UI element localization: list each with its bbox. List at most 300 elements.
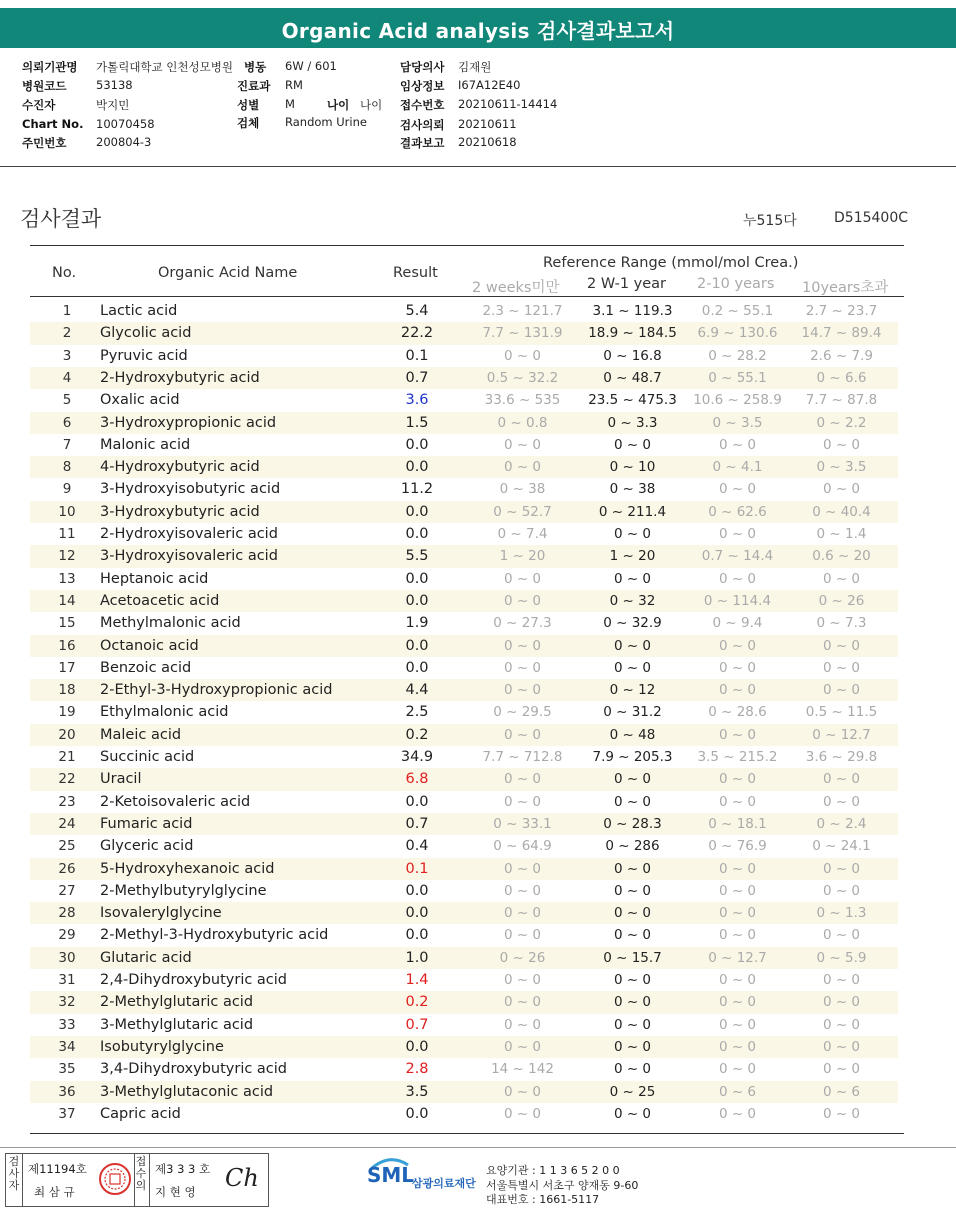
acid-name: 3-Hydroxyisobutyric acid <box>100 481 281 498</box>
header-divider <box>0 166 956 167</box>
ref-range-2-10years: 0 ~ 114.4 <box>703 592 772 609</box>
result-value: 1.5 <box>405 414 429 431</box>
acid-name: Capric acid <box>100 1105 181 1122</box>
ref-range-2-10years: 0 ~ 0 <box>718 1016 757 1033</box>
result-value: 0.0 <box>405 637 429 654</box>
ref-range-10years-plus: 0 ~ 0 <box>822 860 861 877</box>
result-value: 0.0 <box>405 526 429 542</box>
table-row <box>30 523 898 545</box>
ref-range-2w-1year: 3.1 ~ 119.3 <box>592 303 673 319</box>
report-date-value: 20210618 <box>458 135 517 149</box>
ref-range-2weeks: 0 ~ 26 <box>499 949 546 966</box>
ref-range-2w-1year: 0 ~ 0 <box>613 637 652 654</box>
ref-range-2-10years: 0 ~ 0 <box>718 882 757 899</box>
ref-range-2w-1year: 0 ~ 10 <box>609 459 656 476</box>
acid-name: 2-Hydroxybutyric acid <box>100 369 260 386</box>
ref-range-2weeks: 0 ~ 0 <box>503 459 542 476</box>
result-value: 5.5 <box>405 548 429 565</box>
approver-license: 제3 3 3 호 <box>155 1162 211 1176</box>
result-value: 5.4 <box>405 303 429 319</box>
ref-range-10years-plus: 0 ~ 0 <box>822 659 861 676</box>
table-row <box>30 835 898 857</box>
ref-range-2w-1year: 0 ~ 0 <box>613 659 652 676</box>
acid-name: Lactic acid <box>100 303 178 319</box>
age-group-3: 10years초과 <box>802 280 889 296</box>
acid-name: 3,4-Dihydroxybutyric acid <box>100 1061 288 1078</box>
row-number: 16 <box>58 637 76 654</box>
acid-name: Uracil <box>100 771 142 788</box>
result-value: 0.0 <box>405 570 429 587</box>
row-number: 10 <box>58 503 76 520</box>
acid-name: Methylmalonic acid <box>100 615 241 632</box>
row-number: 4 <box>62 369 72 386</box>
ref-range-2-10years: 0 ~ 28.6 <box>708 704 767 721</box>
ref-range-10years-plus: 0 ~ 2.4 <box>816 815 867 832</box>
ref-range-2w-1year: 0 ~ 25 <box>609 1083 656 1100</box>
chart-no-value: 10070458 <box>96 117 155 131</box>
ref-range-10years-plus: 0 ~ 6 <box>822 1083 861 1100</box>
sml-foundation-name: 삼광의료재단 <box>412 1177 476 1190</box>
acid-name: Malonic acid <box>100 436 191 453</box>
result-value: 0.0 <box>405 1038 429 1055</box>
result-value: 1.4 <box>405 972 429 988</box>
ref-range-2-10years: 0 ~ 0 <box>718 771 757 788</box>
ref-range-10years-plus: 14.7 ~ 89.4 <box>801 325 882 342</box>
ref-range-2weeks: 0 ~ 33.1 <box>493 815 552 832</box>
acid-name: Maleic acid <box>100 726 182 743</box>
ref-range-2weeks: 14 ~ 142 <box>491 1061 554 1078</box>
ref-range-2weeks: 33.6 ~ 535 <box>484 392 561 409</box>
receipt-label: 접수번호 <box>400 98 445 112</box>
ref-range-10years-plus: 0 ~ 0 <box>822 1105 861 1122</box>
acid-name: Octanoic acid <box>100 637 199 654</box>
org-code: 요양기관 : 1 1 3 6 5 2 0 0 <box>486 1164 620 1177</box>
row-number: 13 <box>58 570 76 587</box>
result-value: 0.0 <box>405 436 429 453</box>
result-value: 4.4 <box>405 682 429 699</box>
acid-name: Acetoacetic acid <box>100 592 220 609</box>
ref-range-2weeks: 0 ~ 0 <box>503 637 542 654</box>
ward-label: 병동 <box>244 60 267 74</box>
row-number: 24 <box>58 815 76 832</box>
approver-stamp <box>133 1153 269 1207</box>
ref-range-2weeks: 0 ~ 0 <box>503 659 542 676</box>
ref-range-2w-1year: 0 ~ 286 <box>605 838 660 855</box>
result-value: 2.5 <box>405 704 429 721</box>
table-row <box>30 568 898 590</box>
ref-range-10years-plus: 0.5 ~ 11.5 <box>805 704 878 721</box>
result-value: 0.7 <box>405 815 429 832</box>
ref-range-10years-plus: 0 ~ 40.4 <box>812 503 871 520</box>
sml-logo: SML <box>367 1163 415 1187</box>
ref-range-2-10years: 0 ~ 0 <box>718 526 757 542</box>
ref-range-2w-1year: 0 ~ 0 <box>613 1105 652 1122</box>
test-code-1: 누515다 <box>743 213 797 229</box>
table-row <box>30 478 898 500</box>
table-row <box>30 1014 898 1036</box>
table-row <box>30 1058 898 1080</box>
ref-range-2w-1year: 0 ~ 0 <box>613 860 652 877</box>
ref-range-2w-1year: 0 ~ 15.7 <box>603 949 662 966</box>
row-number: 18 <box>58 682 76 699</box>
acid-name: 2,4-Dihydroxybutyric acid <box>100 972 288 988</box>
ref-range-2-10years: 0 ~ 0 <box>718 1061 757 1078</box>
age-group-1: 2 W-1 year <box>587 276 666 292</box>
section-title: 검사결과 <box>20 207 102 231</box>
signature: Ch <box>225 1164 259 1192</box>
tester-name: 최 삼 규 <box>34 1185 75 1199</box>
acid-name: Glyceric acid <box>100 838 194 855</box>
col-header-no: No. <box>52 265 77 281</box>
org-address: 서울특별시 서초구 양재동 9-60 <box>486 1179 639 1192</box>
age-value: 나이 <box>360 98 383 112</box>
col-header-result: Result <box>393 265 438 281</box>
table-top-rule <box>30 245 904 246</box>
table-row <box>30 434 898 456</box>
ref-range-2weeks: 0 ~ 0 <box>503 1083 542 1100</box>
specimen-label: 검체 <box>237 116 260 130</box>
acid-name: 3-Hydroxypropionic acid <box>100 414 277 431</box>
table-row <box>30 880 898 902</box>
row-number: 17 <box>58 659 76 676</box>
ref-range-2weeks: 0 ~ 0 <box>503 570 542 587</box>
ref-range-2w-1year: 0 ~ 32.9 <box>603 615 662 632</box>
row-number: 34 <box>58 1038 76 1055</box>
table-row <box>30 1036 898 1058</box>
row-number: 9 <box>62 481 72 498</box>
report-title: Organic Acid analysis 검사결과보고서 <box>281 19 675 43</box>
ref-range-2-10years: 0 ~ 0 <box>718 994 757 1011</box>
id-value: 200804-3 <box>96 135 152 149</box>
ref-range-2weeks: 0 ~ 0 <box>503 1038 542 1055</box>
age-label: 나이 <box>327 98 350 112</box>
ref-range-10years-plus: 0 ~ 2.2 <box>816 414 867 431</box>
row-number: 29 <box>58 927 76 944</box>
acid-name: Succinic acid <box>100 749 195 765</box>
ref-range-10years-plus: 0.6 ~ 20 <box>812 548 871 565</box>
doctor-value: 김재원 <box>458 60 492 74</box>
result-value: 0.1 <box>405 860 429 877</box>
hospital-code-value: 53138 <box>96 78 133 92</box>
row-number: 1 <box>62 303 72 319</box>
row-number: 22 <box>58 771 76 788</box>
ref-range-2weeks: 7.7 ~ 712.8 <box>482 749 563 765</box>
table-row <box>30 635 898 657</box>
table-row <box>30 791 898 813</box>
report-date-label: 결과보고 <box>400 136 445 150</box>
acid-name: 2-Methyl-3-Hydroxybutyric acid <box>100 927 329 944</box>
ref-range-2weeks: 2.3 ~ 121.7 <box>482 303 563 319</box>
ref-range-2weeks: 0 ~ 0 <box>503 905 542 922</box>
result-value: 6.8 <box>405 771 429 788</box>
ref-range-10years-plus: 0 ~ 0 <box>822 1038 861 1055</box>
result-value: 0.0 <box>405 905 429 922</box>
age-group-2: 2-10 years <box>697 276 775 292</box>
ref-range-10years-plus: 0 ~ 5.9 <box>816 949 867 966</box>
ref-range-2w-1year: 0 ~ 32 <box>609 592 656 609</box>
ref-range-10years-plus: 0 ~ 6.6 <box>816 369 867 386</box>
acid-name: Isobutyrylglycine <box>100 1038 224 1055</box>
tester-stamp <box>5 1153 135 1207</box>
ref-range-2w-1year: 0 ~ 0 <box>613 1061 652 1078</box>
result-value: 0.2 <box>405 994 429 1011</box>
result-value: 0.0 <box>405 793 429 810</box>
ref-range-10years-plus: 0 ~ 7.3 <box>816 615 867 632</box>
table-row <box>30 924 898 946</box>
table-row <box>30 969 898 991</box>
result-value: 0.0 <box>405 592 429 609</box>
row-number: 28 <box>58 905 76 922</box>
ward-value: 6W / 601 <box>285 59 337 73</box>
table-bottom-rule <box>30 1133 904 1134</box>
result-value: 0.0 <box>405 659 429 676</box>
row-number: 26 <box>58 860 76 877</box>
acid-name: Benzoic acid <box>100 659 192 676</box>
col-header-name: Organic Acid Name <box>158 265 298 281</box>
ref-range-10years-plus: 0 ~ 0 <box>822 481 861 498</box>
ref-range-2w-1year: 0 ~ 0 <box>613 882 652 899</box>
ref-range-2weeks: 0.5 ~ 32.2 <box>486 369 559 386</box>
ref-range-2weeks: 0 ~ 0 <box>503 771 542 788</box>
table-row <box>30 768 898 790</box>
result-value: 3.6 <box>405 392 429 409</box>
acid-name: 2-Hydroxyisovaleric acid <box>100 526 278 542</box>
ref-range-2w-1year: 0 ~ 48 <box>609 726 656 743</box>
row-number: 19 <box>58 704 76 721</box>
ref-range-2-10years: 0 ~ 0 <box>718 570 757 587</box>
patient-label: 수진자 <box>22 98 56 112</box>
ref-range-2-10years: 0 ~ 0 <box>718 659 757 676</box>
ref-range-2w-1year: 0 ~ 0 <box>613 905 652 922</box>
ref-range-10years-plus: 0 ~ 1.4 <box>816 526 867 542</box>
acid-name: Isovalerylglycine <box>100 905 222 922</box>
ref-range-2-10years: 0 ~ 18.1 <box>708 815 767 832</box>
row-number: 27 <box>58 882 76 899</box>
ref-range-2weeks: 0 ~ 0 <box>503 1016 542 1033</box>
ref-range-10years-plus: 0 ~ 0 <box>822 882 861 899</box>
report-header-bar <box>0 8 956 48</box>
row-number: 6 <box>62 414 72 431</box>
ref-range-2-10years: 0 ~ 0 <box>718 682 757 699</box>
row-number: 30 <box>58 949 76 966</box>
ref-range-2weeks: 0 ~ 0.8 <box>497 414 548 431</box>
ref-range-2weeks: 0 ~ 0 <box>503 436 542 453</box>
ref-range-10years-plus: 0 ~ 0 <box>822 994 861 1011</box>
dept-label: 진료과 <box>237 79 271 93</box>
col-header-reference: Reference Range (mmol/mol Crea.) <box>543 255 799 271</box>
table-row <box>30 412 898 434</box>
ref-range-2weeks: 0 ~ 0 <box>503 994 542 1011</box>
result-value: 0.7 <box>405 369 429 386</box>
ref-range-2-10years: 0 ~ 76.9 <box>708 838 767 855</box>
table-row <box>30 724 898 746</box>
ref-range-2-10years: 0.7 ~ 14.4 <box>701 548 774 565</box>
acid-name: Glutaric acid <box>100 949 192 966</box>
row-number: 25 <box>58 838 76 855</box>
ref-range-10years-plus: 0 ~ 3.5 <box>816 459 867 476</box>
acid-name: 3-Hydroxybutyric acid <box>100 503 260 520</box>
ref-range-2w-1year: 1 ~ 20 <box>609 548 656 565</box>
ref-range-2weeks: 0 ~ 0 <box>503 726 542 743</box>
ref-range-10years-plus: 0 ~ 0 <box>822 1061 861 1078</box>
result-value: 11.2 <box>400 481 434 498</box>
ref-range-2weeks: 7.7 ~ 131.9 <box>482 325 563 342</box>
ref-range-2w-1year: 0 ~ 31.2 <box>603 704 662 721</box>
acid-name: 3-Methylglutaconic acid <box>100 1083 274 1100</box>
table-row <box>30 991 898 1013</box>
row-number: 35 <box>58 1061 76 1078</box>
ref-range-2-10years: 0 ~ 0 <box>718 1038 757 1055</box>
row-number: 31 <box>58 972 76 988</box>
acid-name: 2-Ketoisovaleric acid <box>100 793 251 810</box>
acid-name: 3-Methylglutaric acid <box>100 1016 254 1033</box>
result-value: 0.1 <box>405 347 429 364</box>
ref-range-2weeks: 0 ~ 0 <box>503 1105 542 1122</box>
result-value: 0.0 <box>405 459 429 476</box>
acid-name: 4-Hydroxybutyric acid <box>100 459 260 476</box>
row-number: 3 <box>62 347 72 364</box>
approver-label: 접수의 <box>135 1155 147 1192</box>
ref-range-2w-1year: 0 ~ 12 <box>609 682 656 699</box>
table-row <box>30 947 898 969</box>
row-number: 15 <box>58 615 76 632</box>
ref-range-2w-1year: 0 ~ 3.3 <box>607 414 658 431</box>
ref-range-10years-plus: 0 ~ 0 <box>822 927 861 944</box>
acid-name: Pyruvic acid <box>100 347 188 364</box>
table-row <box>30 590 898 612</box>
tester-label: 검사자 <box>8 1155 20 1192</box>
result-value: 0.0 <box>405 882 429 899</box>
ref-range-2-10years: 0 ~ 3.5 <box>712 414 763 431</box>
ref-range-2w-1year: 0 ~ 0 <box>613 526 652 542</box>
age-group-0: 2 weeks미만 <box>472 280 560 296</box>
ref-range-10years-plus: 0 ~ 12.7 <box>812 726 871 743</box>
id-label: 주민번호 <box>22 136 67 150</box>
ref-range-10years-plus: 0 ~ 0 <box>822 793 861 810</box>
row-number: 21 <box>58 749 76 765</box>
ref-range-2-10years: 0 ~ 0 <box>718 905 757 922</box>
ref-range-2weeks: 0 ~ 29.5 <box>493 704 552 721</box>
chart-no-label: Chart No. <box>22 117 84 131</box>
ref-range-2-10years: 0 ~ 0 <box>718 637 757 654</box>
footer-divider <box>0 1147 956 1148</box>
ref-range-10years-plus: 0 ~ 26 <box>818 592 865 609</box>
ref-range-10years-plus: 0 ~ 0 <box>822 682 861 699</box>
row-number: 23 <box>58 793 76 810</box>
ref-range-2-10years: 0 ~ 0 <box>718 860 757 877</box>
result-value: 22.2 <box>400 325 434 342</box>
acid-name: 2-Methylglutaric acid <box>100 994 254 1011</box>
ref-range-2weeks: 0 ~ 64.9 <box>493 838 552 855</box>
ref-range-10years-plus: 0 ~ 0 <box>822 1016 861 1033</box>
ref-range-2w-1year: 0 ~ 0 <box>613 570 652 587</box>
ref-range-2w-1year: 7.9 ~ 205.3 <box>592 749 673 765</box>
table-row <box>30 389 898 411</box>
result-value: 1.9 <box>405 615 429 632</box>
ref-range-2w-1year: 0 ~ 38 <box>609 481 656 498</box>
ref-range-2-10years: 3.5 ~ 215.2 <box>697 749 778 765</box>
ref-range-10years-plus: 2.7 ~ 23.7 <box>805 303 878 319</box>
ref-range-2-10years: 0 ~ 0 <box>718 972 757 988</box>
ref-range-2-10years: 0 ~ 9.4 <box>712 615 763 632</box>
ref-range-10years-plus: 3.6 ~ 29.8 <box>805 749 878 765</box>
table-row <box>30 345 898 367</box>
acid-name: Glycolic acid <box>100 325 192 342</box>
patient-value: 박지민 <box>96 98 130 112</box>
row-number: 36 <box>58 1083 76 1100</box>
ref-range-2weeks: 0 ~ 0 <box>503 682 542 699</box>
ref-range-2weeks: 0 ~ 0 <box>503 347 542 364</box>
ref-range-2w-1year: 0 ~ 28.3 <box>603 815 662 832</box>
result-value: 1.0 <box>405 949 429 966</box>
table-row <box>30 746 898 768</box>
ref-range-10years-plus: 7.7 ~ 87.8 <box>805 392 878 409</box>
ref-range-2w-1year: 0 ~ 0 <box>613 1038 652 1055</box>
hospital-value: 가톨릭대학교 인천성모병원 <box>96 60 233 74</box>
row-number: 2 <box>62 325 72 342</box>
test-code-2: D515400C <box>834 210 908 226</box>
patient-info-block <box>0 54 956 166</box>
ref-range-2w-1year: 0 ~ 16.8 <box>603 347 662 364</box>
approver-name: 지 현 영 <box>155 1185 196 1199</box>
table-row <box>30 501 898 523</box>
table-row <box>30 322 898 344</box>
ref-range-2weeks: 0 ~ 38 <box>499 481 546 498</box>
ref-range-2weeks: 0 ~ 7.4 <box>497 526 548 542</box>
row-number: 8 <box>62 459 72 476</box>
ref-range-2weeks: 0 ~ 0 <box>503 793 542 810</box>
ref-range-2w-1year: 0 ~ 0 <box>613 927 652 944</box>
request-date-label: 검사의뢰 <box>400 118 445 132</box>
clinical-info-value: I67A12E40 <box>458 78 521 92</box>
ref-range-10years-plus: 0 ~ 0 <box>822 637 861 654</box>
ref-range-2-10years: 6.9 ~ 130.6 <box>697 325 778 342</box>
row-number: 7 <box>62 436 72 453</box>
sex-value: M <box>285 97 295 111</box>
ref-range-2weeks: 1 ~ 20 <box>499 548 546 565</box>
ref-range-2w-1year: 0 ~ 0 <box>613 1016 652 1033</box>
ref-range-2-10years: 0 ~ 12.7 <box>708 949 767 966</box>
row-number: 11 <box>58 526 76 542</box>
result-value: 34.9 <box>400 749 434 765</box>
row-number: 5 <box>62 392 72 409</box>
table-row <box>30 858 898 880</box>
table-row <box>30 456 898 478</box>
table-row <box>30 367 898 389</box>
doctor-label: 담당의사 <box>400 60 445 74</box>
ref-range-2w-1year: 0 ~ 211.4 <box>598 503 667 520</box>
receipt-value: 20210611-14414 <box>458 97 558 111</box>
row-number: 14 <box>58 592 76 609</box>
org-phone: 대표번호 : 1661-5117 <box>486 1193 600 1206</box>
ref-range-10years-plus: 0 ~ 0 <box>822 436 861 453</box>
acid-name: Ethylmalonic acid <box>100 704 229 721</box>
ref-range-2w-1year: 0 ~ 48.7 <box>603 369 662 386</box>
ref-range-2w-1year: 18.9 ~ 184.5 <box>588 325 677 342</box>
clinical-info-label: 임상정보 <box>400 79 445 93</box>
dept-value: RM <box>285 78 303 92</box>
row-number: 20 <box>58 726 76 743</box>
ref-range-2-10years: 0 ~ 6 <box>718 1083 757 1100</box>
result-value: 2.8 <box>405 1061 429 1078</box>
ref-range-2w-1year: 0 ~ 0 <box>613 771 652 788</box>
row-number: 32 <box>58 994 76 1011</box>
ref-range-2-10years: 0 ~ 0 <box>718 927 757 944</box>
ref-range-2weeks: 0 ~ 0 <box>503 860 542 877</box>
table-row <box>30 902 898 924</box>
acid-name: 2-Ethyl-3-Hydroxypropionic acid <box>100 682 333 699</box>
ref-range-2weeks: 0 ~ 0 <box>503 972 542 988</box>
